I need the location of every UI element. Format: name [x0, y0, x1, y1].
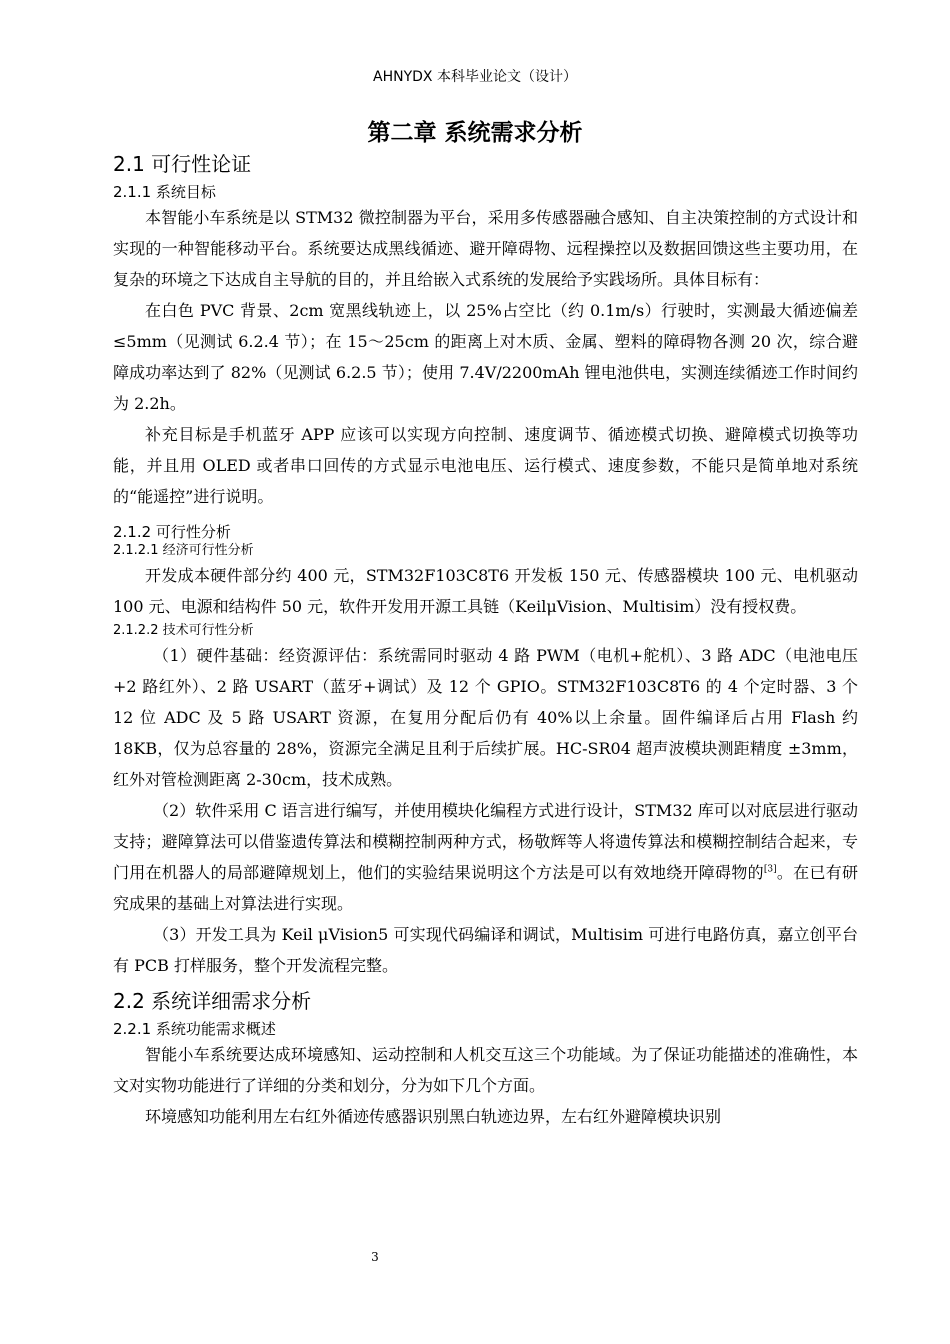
paragraph-targets: 在白色 PVC 背景、2cm 宽黑线轨迹上，以 25%占空比（约 0.1m/s）行驶时，实测最大循迹偏差≤5mm（见测试 6.2.4 节）；在 15～25cm 的距离上对木质、金属、塑料的障碍物各测 20 次，综合避障成功率达到了 82%（见测试 6.2.5 节）；使用 7.4V/2200mAh 锂电池供电，实测连续循迹工作时间约为 2.2h。 [113, 301, 858, 413]
section-heading-2-1: 2.1 可行性论证 [113, 152, 252, 176]
page-number: 3 [371, 1250, 379, 1264]
page-header: AHNYDX 本科毕业论文（设计） [373, 69, 577, 85]
paragraph-perception: 环境感知功能利用左右红外循迹传感器识别黑白轨迹边界，左右红外避障模块识别 [145, 1107, 722, 1126]
section-heading-2-1-2-2: 2.1.2.2 技术可行性分析 [113, 623, 254, 638]
chapter-title: 第二章 系统需求分析 [367, 120, 583, 146]
document-body [113, 150, 858, 1132]
paragraph-function-overview: 智能小车系统要达成环境感知、运动控制和人机交互这三个功能域。为了保证功能描述的准确性，本文对实物功能进行了详细的分类和划分，分为如下几个方面。 [113, 1045, 858, 1095]
section-heading-2-2: 2.2 系统详细需求分析 [113, 989, 312, 1013]
paragraph-system-goal: 本智能小车系统是以 STM32 微控制器为平台，采用多传感器融合感知、自主决策控制的方式设计和实现的一种智能移动平台。系统要达成黑线循迹、避开障碍物、远程操控以及数据回馈这些主要功用，在复杂的环境之下达成自主导航的目的，并且给嵌入式系统的发展给予实践场所。具体目标有： [113, 208, 858, 289]
paragraph-supplement-goal: 补充目标是手机蓝牙 APP 应该可以实现方向控制、速度调节、循迹模式切换、避障模式切换等功能，并且用 OLED 或者串口回传的方式显示电池电压、运行模式、速度参数，不能只是简单地对系统的“能遥控”进行说明。 [113, 425, 858, 506]
paragraph-dev-tools: （3）开发工具为 Keil μVision5 可实现代码编译和调试，Multisim 可进行电路仿真，嘉立创平台有 PCB 打样服务，整个开发流程完整。 [113, 925, 858, 975]
paragraph-economic: 开发成本硬件部分约 400 元，STM32F103C8T6 开发板 150 元、传感器模块 100 元、电机驱动 100 元、电源和结构件 50 元，软件开发用开源工具链（KeilμVision、Multisim）没有授权费。 [113, 566, 858, 616]
paragraph-software-tail: 。在已有研究成果的基础上对算法进行实现。 [113, 863, 858, 913]
section-heading-2-1-2: 2.1.2 可行性分析 [113, 523, 231, 541]
section-heading-2-1-1: 2.1.1 系统目标 [113, 183, 216, 201]
paragraph-software-text: （2）软件采用 C 语言进行编写，并使用模块化编程方式进行设计，STM32 库可以对底层进行驱动支持；避障算法可以借鉴遗传算法和模糊控制两种方式，杨敬辉等人将遗传算法和模糊控制结合起来，专门用在机器人的局部避障规划上，他们的实验结果说明这个方法是可以有效地绕开障碍物的 [113, 801, 858, 882]
citation-ref[interactable]: [3] [763, 864, 777, 875]
section-heading-2-1-2-1: 2.1.2.1 经济可行性分析 [113, 543, 254, 558]
paragraph-hardware-basis: （1）硬件基础：经资源评估：系统需同时驱动 4 路 PWM（电机+舵机）、3 路 ADC（电池电压+2 路红外）、2 路 USART（蓝牙+调试）及 12 个 GPIO。STM32F103C8T6 的 4 个定时器、3 个 12 位 ADC 及 5 路 USART 资源，在复用分配后仍有 40%以上余量。固件编译后占用 Flash 约 18KB，仅为总容量的 28%，资源完全满足且利于后续扩展。HC-SR04 超声波模块测距精度 ±3mm，红外对管检测距离 2-30cm，技术成熟。 [113, 646, 858, 789]
section-heading-2-2-1: 2.2.1 系统功能需求概述 [113, 1020, 276, 1038]
paragraph-software [113, 795, 858, 919]
